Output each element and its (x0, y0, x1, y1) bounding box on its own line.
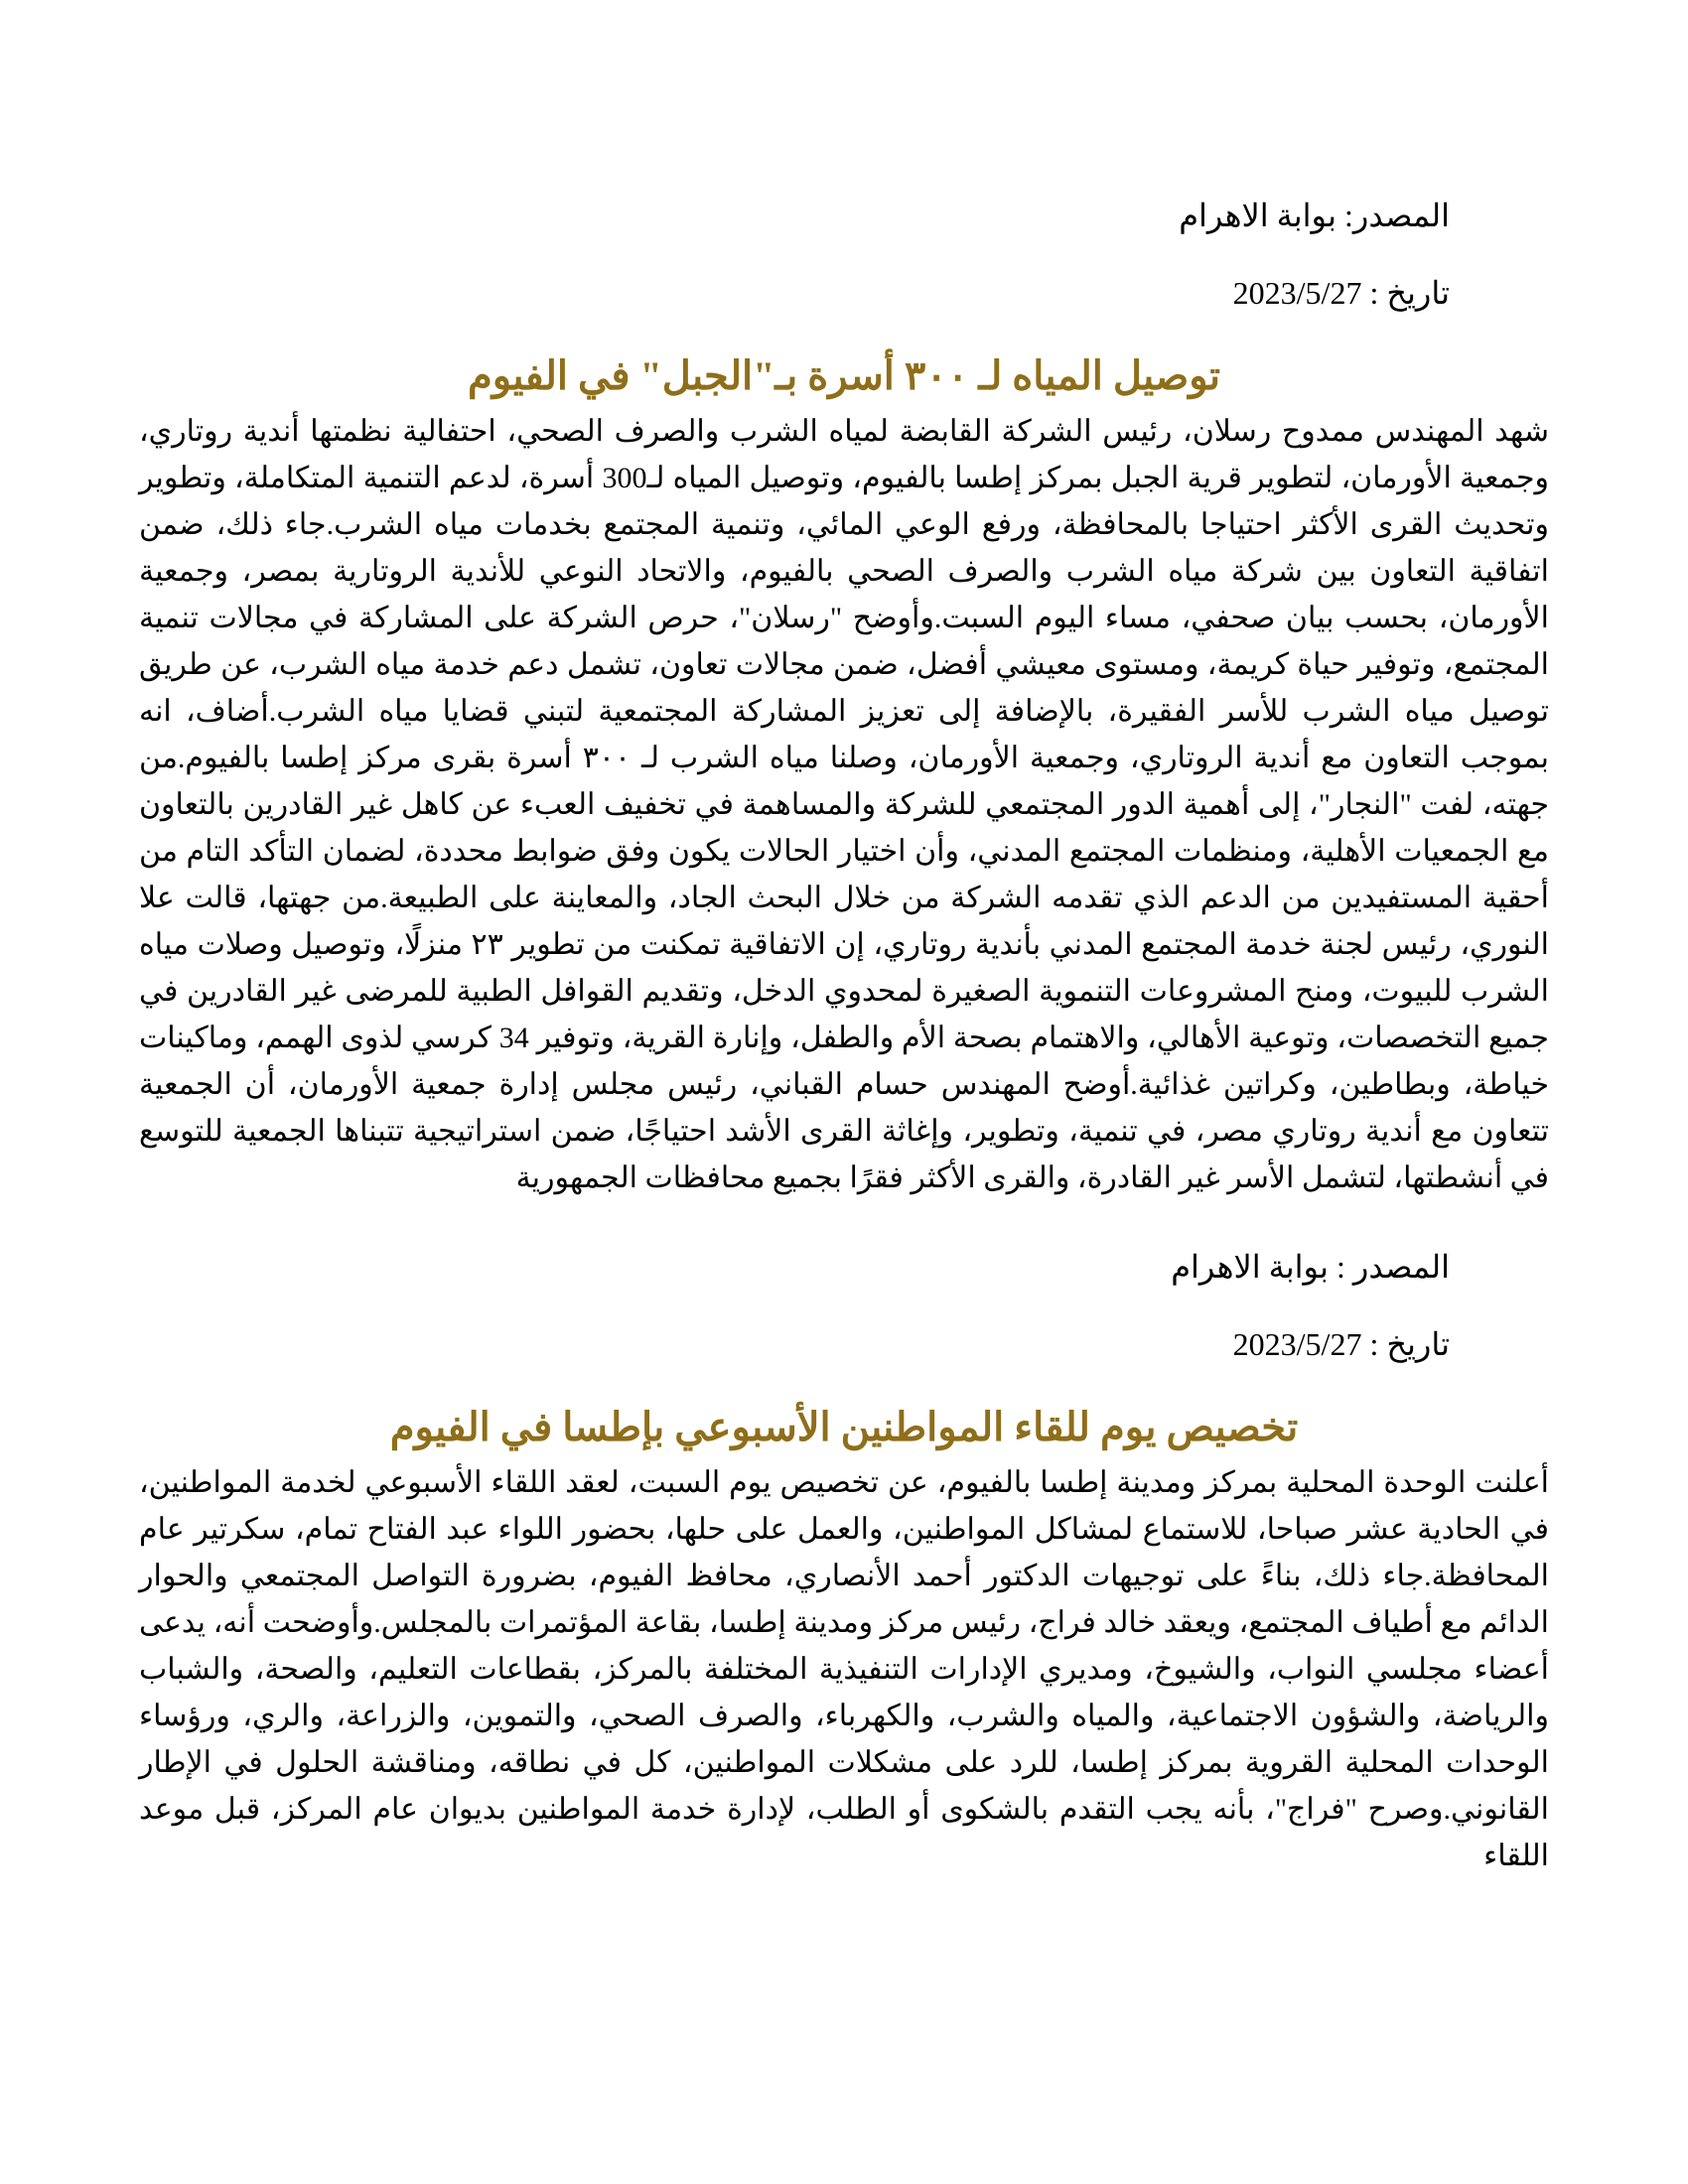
date-line: تاريخ : 2023/5/27 (1232, 1326, 1450, 1362)
source-line: المصدر : بوابة الاهرام (1171, 1249, 1450, 1285)
article-body: أعلنت الوحدة المحلية بمركز ومدينة إطسا بالفيوم، عن تخصيص يوم السبت، لعقد اللقاء الأسبوعي لخدمة المواطنين، في الحادية عشر صباحا، للاستماع لمشاكل المواطنين، والعمل على حلها، بحضور اللواء عبد الفتاح تمام، سكرتير عام المحافظة.جاء ذلك، بناءً على توجيهات الدكتور أحمد الأنصاري، محافظ الفيوم، بضرورة التواصل المجتمعي والحوار الدائم مع أطياف المجتمع، ويعقد خالد فراج، رئيس مركز ومدينة إطسا، بقاعة المؤتمرات بالمجلس.وأوضحت أنه، يدعى أعضاء مجلسي النواب، والشيوخ، ومديري الإدارات التنفيذية المختلفة بالمركز، بقطاعات التعليم، والصحة، والشباب والرياضة، والشؤون الاجتماعية، والمياه والشرب، والكهرباء، والصرف الصحي، والتموين، والزراعة، والري، ورؤساء الوحدات المحلية القروية بمركز إطسا، للرد على مشكلات المواطنين، كل في نطاقه، ومناقشة الحلول في الإطار القانوني.وصرح "فراج"، بأنه يجب التقدم بالشكوى أو الطلب، لإدارة خدمة المواطنين بديوان عام المركز، قبل موعد اللقاء (139, 1466, 1549, 1872)
article-title: تخصيص يوم للقاء المواطنين الأسبوعي بإطسا في الفيوم (389, 1405, 1299, 1449)
article-citizens-meeting-day (139, 1245, 1549, 1879)
article-water-connection (139, 194, 1549, 1201)
date-line: تاريخ : 2023/5/27 (1232, 275, 1450, 311)
article-title: توصيل المياه لـ ٣٠٠ أسرة بـ"الجبل" في الفيوم (467, 353, 1221, 398)
article-body: شهد المهندس ممدوح رسلان، رئيس الشركة القابضة لمياه الشرب والصرف الصحي، احتفالية نظمتها أندية روتاري، وجمعية الأورمان، لتطوير قرية الجبل بمركز إطسا بالفيوم، وتوصيل المياه لـ300 أسرة، لدعم التنمية المتكاملة، وتطوير وتحديث القرى الأكثر احتياجا بالمحافظة، ورفع الوعي المائي، وتنمية المجتمع بخدمات مياه الشرب.جاء ذلك، ضمن اتفاقية التعاون بين شركة مياه الشرب والصرف الصحي بالفيوم، والاتحاد النوعي للأندية الروتارية بمصر، وجمعية الأورمان، بحسب بيان صحفي، مساء اليوم السبت.وأوضح "رسلان"، حرص الشركة على المشاركة في مجالات تنمية المجتمع، وتوفير حياة كريمة، ومستوى معيشي أفضل، ضمن مجالات تعاون، تشمل دعم خدمة مياه الشرب، عن طريق توصيل مياه الشرب للأسر الفقيرة، بالإضافة إلى تعزيز المشاركة المجتمعية لتبني قضايا مياه الشرب.أضاف، انه بموجب التعاون مع أندية الروتاري، وجمعية الأورمان، وصلنا مياه الشرب لـ ٣٠٠ أسرة بقرى مركز إطسا بالفيوم.من جهته، لفت "النجار"، إلى أهمية الدور المجتمعي للشركة والمساهمة في تخفيف العبء عن كاهل غير القادرين بالتعاون مع الجمعيات الأهلية، ومنظمات المجتمع المدني، وأن اختيار الحالات يكون وفق ضوابط محددة، لضمان التأكد التام من أحقية المستفيدين من الدعم الذي تقدمه الشركة من خلال البحث الجاد، والمعاينة على الطبيعة.من جهتها، قالت علا النوري، رئيس لجنة خدمة المجتمع المدني بأندية روتاري، إن الاتفاقية تمكنت من تطوير ٢٣ منزلًا، وتوصيل وصلات مياه الشرب للبيوت، ومنح المشروعات التنموية الصغيرة لمحدوي الدخل، وتقديم القوافل الطبية للمرضى غير القادرين في جميع التخصصات، وتوعية الأهالي، والاهتمام بصحة الأم والطفل، وإنارة القرية، وتوفير 34 كرسي لذوى الهمم، وماكينات خياطة، وبطاطين، وكراتين غذائية.أوضح المهندس حسام القباني، رئيس مجلس إدارة جمعية الأورمان، أن الجمعية تتعاون مع أندية روتاري مصر، في تنمية، وتطوير، وإغاثة القرى الأشد احتياجًا، ضمن استراتيجية تتبناها الجمعية للتوسع في أنشطتها، لتشمل الأسر غير القادرة، والقرى الأكثر فقرًا بجميع محافظات الجمهورية (139, 415, 1549, 1194)
source-line: المصدر: بوابة الاهرام (1179, 198, 1450, 233)
